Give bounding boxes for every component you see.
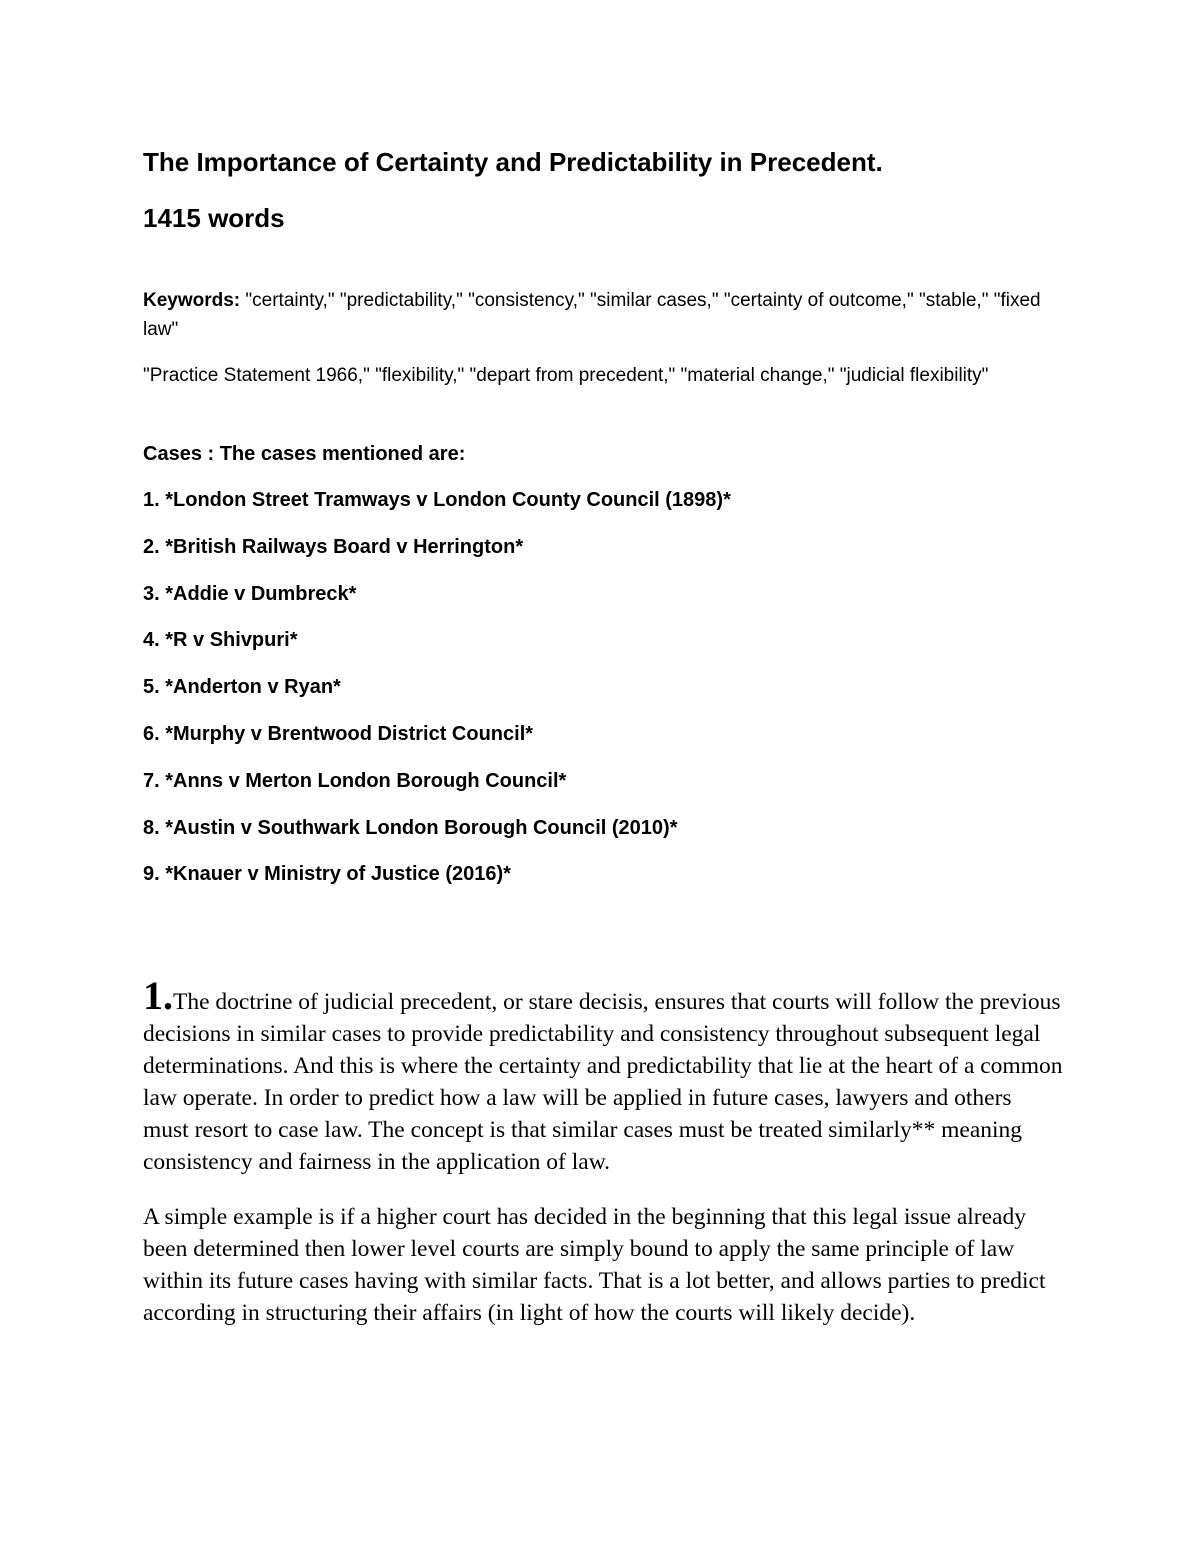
case-item: 3. *Addie v Dumbreck* <box>143 582 357 605</box>
paragraph-1-text: The doctrine of judicial precedent, or stare decisis, ensures that courts will follow the previous decisions in similar cases to provide predictability and consistency throughout subsequent legal determinations. And this is where the certainty and predictability that lie at the heart of a common law operate. In order to predict how a law will be applied in future cases, lawyers and others must resort to case law. The concept is that similar cases must be treated similarly** meaning consistency and fairness in the application of law. <box>143 989 1063 1175</box>
case-item: 4. *R v Shivpuri* <box>143 629 298 652</box>
paragraph-1 <box>143 973 1063 1178</box>
case-item: 7. *Anns v Merton London Borough Council* <box>143 769 567 792</box>
document-title: The Importance of Certainty and Predictability in Precedent. <box>143 147 883 177</box>
case-list <box>143 485 731 906</box>
case-item: 2. *British Railways Board v Herrington* <box>143 535 524 558</box>
word-count: 1415 words <box>143 203 285 233</box>
body-text <box>143 973 1063 1329</box>
case-item: 6. *Murphy v Brentwood District Council* <box>143 722 534 745</box>
cases-heading: Cases : The cases mentioned are: <box>143 443 466 465</box>
case-item: 9. *Knauer v Ministry of Justice (2016)* <box>143 863 511 886</box>
keywords-paragraph <box>143 286 1058 344</box>
paragraph-number: 1. <box>143 973 173 1018</box>
keywords-label: Keywords: <box>143 290 241 311</box>
keywords-list: "certainty," "predictability," "consistency," "similar cases," "certainty of outcome," "stable," "fixed law" <box>143 290 1041 340</box>
paragraph-2: A simple example is if a higher court has decided in the beginning that this legal issue already been determined then lower level courts are simply bound to apply the same principle of law within its future cases having with similar facts. That is a lot better, and allows parties to predict according in structuring their affairs (in light of how the courts will likely decide). <box>143 1204 1046 1326</box>
keywords-section <box>143 286 1058 390</box>
case-item: 5. *Anderton v Ryan* <box>143 676 341 699</box>
keywords-list-2: "Practice Statement 1966," "flexibility," "depart from precedent," "material change," "judicial flexibility" <box>143 365 989 386</box>
case-item: 8. *Austin v Southwark London Borough Council (2010)* <box>143 816 678 839</box>
case-item: 1. *London Street Tramways v London County Council (1898)* <box>143 489 731 511</box>
